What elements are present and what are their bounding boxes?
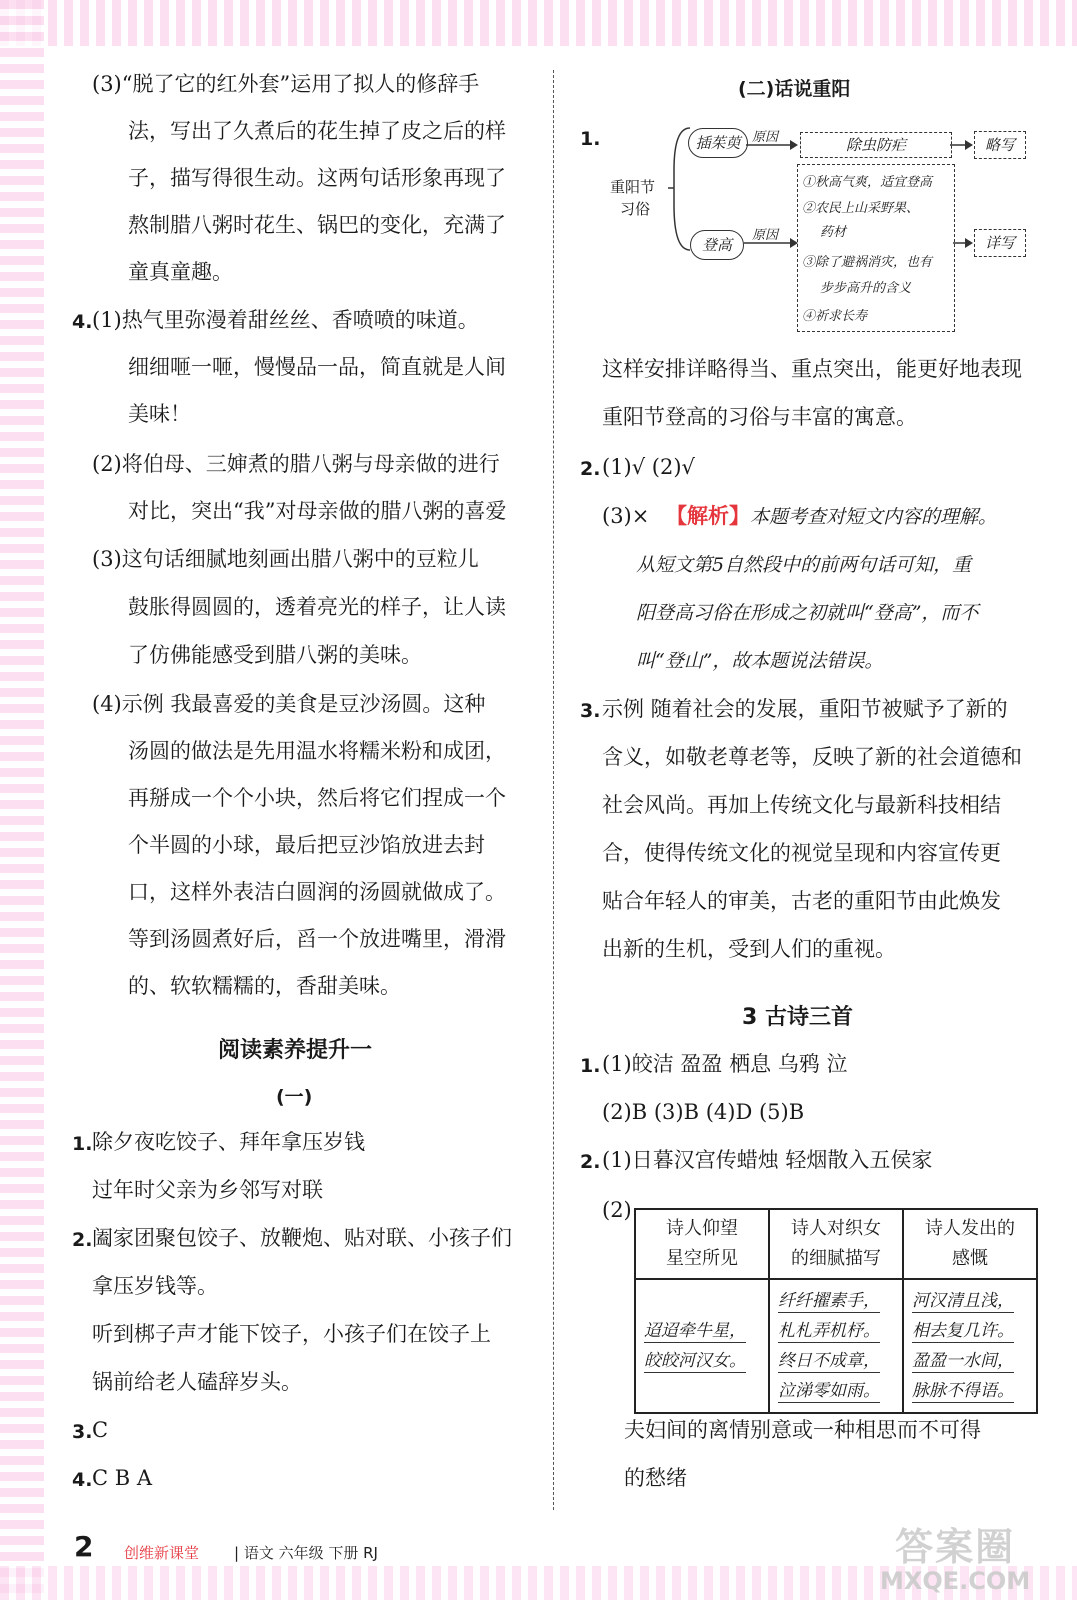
q3-line: 含义，如敬老尊老等，反映了新的社会道德和 (602, 745, 1022, 769)
diagram-result-2: 详写 (974, 229, 1026, 257)
q4-1-line: (1)热气里弥漫着甜丝丝、香喷喷的味道。 (92, 308, 479, 332)
analysis-tag: 【解析】 (666, 503, 750, 528)
q4-4-line: 等到汤圆煮好后，舀一个放进嘴里，滑滑 (128, 927, 506, 951)
q1-explanation: 这样安排详略得当、重点突出，能更好地表现 (602, 357, 1022, 381)
diagram-reason-item: ③除了避祸消灾，也有 (802, 255, 933, 270)
p2-number: 2. (580, 1151, 601, 1173)
q4-4-line: 的、软软糯糯的，香甜美味。 (128, 974, 401, 998)
table-row (635, 1279, 1037, 1413)
q4-number: 4. (72, 311, 93, 333)
q3-line: 贴合年轻人的审美，古老的重阳节由此焕发 (602, 889, 1001, 913)
table-cell: 河汉清且浅， 相去复几许。 盈盈一水间， 脉脉不得语。 (903, 1279, 1037, 1413)
q2-line: (1)√ (2)√ (602, 455, 695, 479)
diagram-reason-item: 步步高升的含义 (820, 281, 912, 296)
a3-answer: C (92, 1418, 109, 1442)
page-number: 2 (74, 1530, 94, 1563)
q3-line: 社会风尚。再加上传统文化与最新科技相结 (602, 793, 1001, 817)
lesson-title: 3 古诗三首 (742, 1005, 853, 1030)
q3-line: 童真童趣。 (128, 260, 233, 284)
q3-line: (3)“脱了它的红外套”运用了拟人的修辞手 (92, 72, 480, 96)
a2-number: 2. (72, 1229, 93, 1251)
q4-4-line: 汤圆的做法是先用温水将糯米粉和成团， (128, 739, 506, 763)
q3-line: 子，描写得很生动。这两句话形象再现了 (128, 166, 506, 190)
q4-4-line: 口，这样外表洁白圆润的汤圆就做成了。 (128, 880, 506, 904)
q1-explanation: 重阳节登高的习俗与丰富的寓意。 (602, 405, 917, 429)
poem-table (634, 1208, 1038, 1414)
a2-line: 阖家团聚包饺子、放鞭炮、贴对联、小孩子们 (92, 1226, 512, 1250)
analysis-text: 叫“登山”，故本题说法错误。 (636, 650, 884, 672)
p2-line: (1)日暮汉宫传蜡烛 轻烟散入五侯家 (602, 1148, 933, 1172)
a2-line: 锅前给老人磕辞岁头。 (92, 1370, 302, 1394)
q4-3-line: 了仿佛能感受到腊八粥的美味。 (128, 643, 422, 667)
a1-number: 1. (72, 1133, 93, 1155)
p2-answer: 夫妇间的离情别意或一种相思而不可得 (624, 1418, 981, 1442)
analysis-text: 阳登高习俗在形成之初就叫“登高”，而不 (636, 602, 979, 624)
diagram-node-denggao: 登高 (690, 230, 744, 260)
q4-2-line: (2)将伯母、三婶煮的腊八粥与母亲做的进行 (92, 452, 500, 476)
analysis-text: 本题考查对短文内容的理解。 (750, 506, 998, 528)
q1-number: 1. (580, 128, 601, 150)
diagram-node-zhuyu: 插茱萸 (688, 128, 748, 158)
q4-4-line: 个半圆的小球，最后把豆沙馅放进去封 (128, 833, 485, 857)
diagram-reason-item: ②农民上山采野果、 (802, 201, 920, 216)
diagram-result-1: 略写 (974, 131, 1026, 159)
diagram-reason-label: 原因 (752, 130, 779, 145)
section-title: 阅读素养提升一 (218, 1038, 373, 1063)
a2-line: 拿压岁钱等。 (92, 1274, 218, 1298)
diagram-reason-1 (800, 132, 952, 158)
q4-1-line: 美味！ (128, 402, 191, 426)
watermark-text: 答案圈 (895, 1525, 1016, 1569)
watermark-logo (880, 1516, 1030, 1595)
diagram-reason-label: 原因 (752, 228, 779, 243)
table-header-row (635, 1209, 1037, 1279)
a1-line: 除夕夜吃饺子、拜年拿压岁钱 (92, 1130, 365, 1154)
p1-line: (2)B (3)B (4)D (5)B (602, 1100, 805, 1124)
q4-4-line: 再掰成一个个小块，然后将它们捏成一个 (128, 786, 506, 810)
q3-line: 法，写出了久煮后的花生掉了皮之后的样 (128, 119, 506, 143)
brand-name: 创维新课堂 (124, 1544, 200, 1562)
q3-line: 示例 随着社会的发展，重阳节被赋予了新的 (602, 697, 1008, 721)
q2-3-mark: (3)× (602, 504, 650, 528)
analysis-text: 从短文第5自然段中的前两句话可知，重 (636, 554, 972, 576)
q3-line: 出新的生机，受到人们的重视。 (602, 937, 896, 961)
a2-line: 听到梆子声才能下饺子，小孩子们在饺子上 (92, 1322, 491, 1346)
q4-3-line: (3)这句话细腻地刻画出腊八粥中的豆粒儿 (92, 547, 479, 571)
q4-3-line: 鼓胀得圆圆的，透着亮光的样子，让人读 (128, 595, 506, 619)
q2-number: 2. (580, 458, 601, 480)
table-header-cell: 诗人对织女 的细腻描写 (769, 1209, 903, 1279)
table-header-cell: 诗人发出的 感慨 (903, 1209, 1037, 1279)
p2-answer: 的愁绪 (624, 1466, 687, 1490)
p2-2-label: (2) (602, 1198, 632, 1222)
table-header-cell: 诗人仰望 星空所见 (635, 1209, 769, 1279)
diagram-root-label: 习俗 (620, 200, 651, 218)
table-cell: 迢迢牵牛星， 皎皎河汉女。 (635, 1279, 769, 1413)
p1-line: (1)皎洁 盈盈 栖息 乌鸦 泣 (602, 1052, 848, 1076)
q3-number: 3. (580, 700, 601, 722)
diagram-reason-item: ④祈求长寿 (802, 309, 868, 324)
book-info: | 语文 六年级 下册 RJ (234, 1544, 378, 1562)
p1-number: 1. (580, 1055, 601, 1077)
a3-number: 3. (72, 1421, 93, 1443)
watermark-url: MXQE.COM (880, 1567, 1031, 1595)
a4-number: 4. (72, 1469, 93, 1491)
q4-1-line: 细细咂一咂，慢慢品一品，简直就是人间 (128, 355, 506, 379)
subsection-title: (一) (276, 1086, 313, 1108)
diagram-root-label: 重阳节 (610, 178, 656, 196)
q3-line: 合，使得传统文化的视觉呈现和内容宣传更 (602, 841, 1001, 865)
table-cell: 纤纤擢素手， 札札弄机杼。 终日不成章， 泣涕零如雨。 (769, 1279, 903, 1413)
q3-line: 熬制腊八粥时花生、锅巴的变化，充满了 (128, 213, 506, 237)
diagram-reason-item: 药材 (820, 225, 847, 240)
subsection-title-2: (二)话说重阳 (738, 78, 851, 100)
diagram-reasons-2 (797, 164, 955, 332)
a4-answer: C B A (92, 1466, 153, 1490)
diagram-reason-1-text: 除虫防疟 (845, 136, 906, 154)
diagram-reason-item: ①秋高气爽，适宜登高 (802, 175, 933, 190)
q4-2-line: 对比，突出“我”对母亲做的腊八粥的喜爱 (128, 499, 507, 523)
a1-line: 过年时父亲为乡邻写对联 (92, 1178, 323, 1202)
q4-4-line: (4)示例 我最喜爱的美食是豆沙汤圆。这种 (92, 692, 486, 716)
